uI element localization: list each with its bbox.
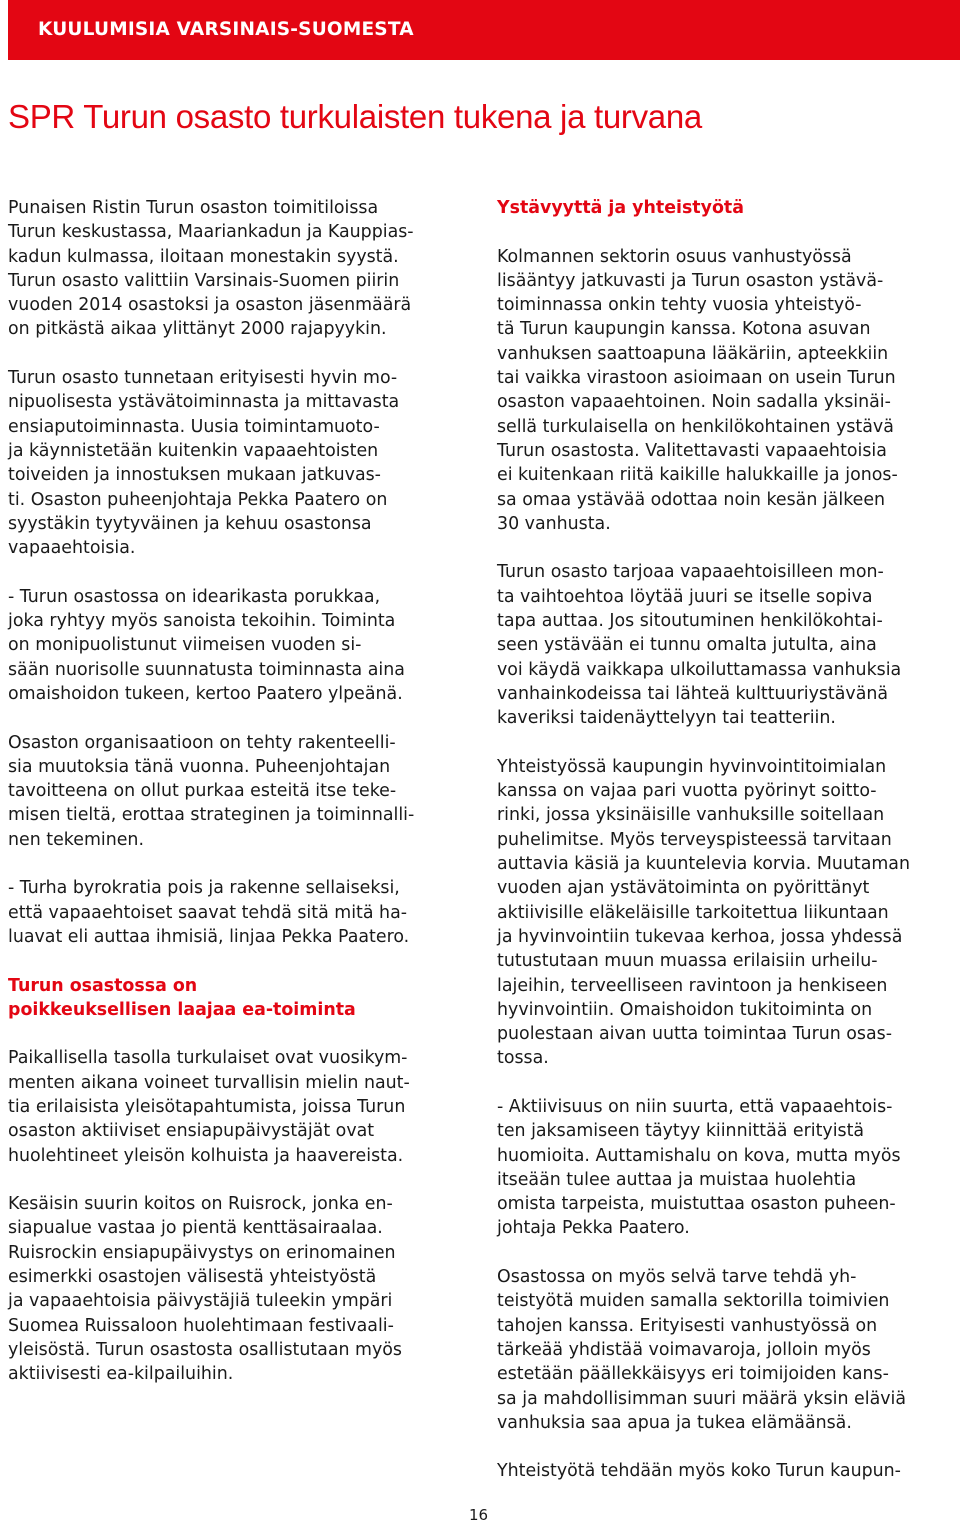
text-line: osaston vapaaehtoinen. Noin sadalla yksinäi- xyxy=(497,392,891,413)
text-line: syystäkin tyytyväinen ja kehuu osastonsa xyxy=(8,513,372,534)
paragraph-gap xyxy=(497,1241,959,1265)
article-title: SPR Turun osasto turkulaisten tukena ja turvana xyxy=(8,98,702,135)
text-line: joka ryhtyy myös sanoista tekoihin. Toiminta xyxy=(8,611,396,632)
text-line: Turun keskustassa, Maariankadun ja Kauppias- xyxy=(8,222,414,243)
text-line: että vapaaehtoiset saavat tehdä sitä mitä ha- xyxy=(8,902,407,923)
text-line: huomioita. Auttamishalu on kova, mutta myös xyxy=(497,1145,901,1166)
text-line: Turun osasto valittiin Varsinais-Suomen piirin xyxy=(8,270,400,291)
text-line: tahojen kanssa. Erityisesti vanhustyössä on xyxy=(497,1315,878,1336)
text-line: toiveiden ja innostuksen mukaan jatkuvas- xyxy=(8,465,381,486)
text-line: yleisöstä. Turun osastosta osallistutaan myös xyxy=(8,1339,402,1360)
section-banner xyxy=(8,0,960,60)
text-line: tia erilaisista yleisötapahtumista, joissa Turun xyxy=(8,1096,406,1117)
text-line: vapaaehtoisia. xyxy=(8,538,136,559)
text-line: nipuolisesta ystävätoiminnasta ja mittavasta xyxy=(8,392,400,413)
left-column xyxy=(8,196,476,1387)
text-line: on monipuolistunut viimeisen vuoden si- xyxy=(8,635,362,656)
text-line: tutustutaan muun muassa erilaisiin urheilu- xyxy=(497,951,878,972)
text-line: aktiivisille eläkeläisille tarkoitettua liikuntaan xyxy=(497,902,889,923)
text-line: ja hyvinvointiin tukevaa kerhoa, jossa yhdessä xyxy=(497,926,903,947)
text-line: Kesäisin suurin koitos on Ruisrock, jonka en- xyxy=(8,1194,393,1215)
paragraph-gap xyxy=(8,1168,476,1192)
text-line: Kolmannen sektorin osuus vanhustyössä xyxy=(497,246,852,267)
right-column xyxy=(497,196,959,1484)
text-line: puolestaan aivan uutta toimintaa Turun osas- xyxy=(497,1024,892,1045)
text-line: auttavia käsiä ja kuuntelevia korvia. Muutaman xyxy=(497,854,910,875)
text-line: vanhuksia saa apua ja tukea elämäänsä. xyxy=(497,1412,852,1433)
text-line: tä Turun kaupungin kanssa. Kotona asuvan xyxy=(497,319,871,340)
text-line: omaishoidon tukeen, kertoo Paatero ylpeänä. xyxy=(8,683,403,704)
text-line: Yhteistyössä kaupungin hyvinvointitoimialan xyxy=(497,756,887,777)
text-line: Yhteistyötä tehdään myös koko Turun kaupun- xyxy=(497,1461,901,1482)
text-line: toiminnassa onkin tehty vuosia yhteistyö- xyxy=(497,295,862,316)
text-line: rinki, jossa yksinäisille vanhuksille soitellaan xyxy=(497,805,885,826)
text-line: voi käydä vaikkapa ulkoiluttamassa vanhuksia xyxy=(497,659,902,680)
paragraph-gap xyxy=(8,1022,476,1046)
text-line: kadun kulmassa, iloitaan monestakin syystä. xyxy=(8,246,399,267)
text-line: puhelimitse. Myös terveyspisteessä tarvitaan xyxy=(497,829,892,850)
body-paragraph xyxy=(497,560,959,730)
section-banner-label: KUULUMISIA VARSINAIS-SUOMESTA xyxy=(38,19,414,40)
body-paragraph xyxy=(8,366,476,560)
paragraph-gap xyxy=(8,560,476,584)
text-line: kaveriksi taidenäyttelyyn tai teatteriin. xyxy=(497,708,836,729)
text-line: tossa. xyxy=(497,1048,549,1069)
body-paragraph xyxy=(497,245,959,537)
text-line: poikkeuksellisen laajaa ea-toiminta xyxy=(8,999,356,1020)
page-number: 16 xyxy=(469,1506,489,1524)
text-line: Turun osastosta. Valitettavasti vapaaehtoisia xyxy=(497,440,887,461)
body-paragraph xyxy=(8,196,476,342)
text-line: vanhuksen saattoapuna lääkäriin, apteekkiin xyxy=(497,343,889,364)
text-line: estetään päällekkäisyys eri toimijoiden kans- xyxy=(497,1364,889,1385)
body-paragraph xyxy=(8,585,476,706)
text-line: - Aktiivisuus on niin suurta, että vapaaehtois- xyxy=(497,1096,893,1117)
text-line: menten aikana voineet turvallisin mielin naut- xyxy=(8,1072,410,1093)
text-line: sään nuorisolle suunnatusta toiminnasta aina xyxy=(8,659,405,680)
text-line: esimerkki osastojen välisestä yhteistyöstä xyxy=(8,1267,377,1288)
text-line: Turun osasto tarjoaa vapaaehtoisilleen mon- xyxy=(497,562,884,583)
text-line: tapa auttaa. Jos sitoutuminen henkilökohtai- xyxy=(497,611,883,632)
text-line: ta vaihtoehtoa löytää juuri se itselle sopiva xyxy=(497,586,873,607)
text-line: itseään tulee auttaa ja muistaa huolehtia xyxy=(497,1169,857,1190)
text-line: johtaja Pekka Paatero. xyxy=(497,1218,690,1239)
text-line: - Turun osastossa on idearikasta porukkaa, xyxy=(8,586,381,607)
text-line: sa omaa ystävää odottaa noin kesän jälkeen xyxy=(497,489,886,510)
text-line: vanhainkodeissa tai lähteä kulttuuriystävänä xyxy=(497,683,889,704)
text-line: osaston aktiiviset ensiapupäivystäjät ovat xyxy=(8,1121,375,1142)
body-paragraph xyxy=(8,1046,476,1167)
text-line: Punaisen Ristin Turun osaston toimitiloissa xyxy=(8,198,379,218)
text-line: Turun osasto tunnetaan erityisesti hyvin mo- xyxy=(8,368,398,389)
text-line: vuoden 2014 osastoksi ja osaston jäsenmäärä xyxy=(8,295,412,316)
text-line: luavat eli auttaa ihmisiä, linjaa Pekka Paatero. xyxy=(8,926,410,947)
paragraph-gap xyxy=(497,220,959,244)
text-line: siapualue vastaa jo pientä kenttäsairaalaa. xyxy=(8,1218,383,1239)
text-line: seen ystävään ei tunnu omalta jutulta, aina xyxy=(497,635,877,656)
paragraph-gap xyxy=(497,731,959,755)
text-line: lajeihin, terveelliseen ravintoon ja henkiseen xyxy=(497,975,888,996)
body-paragraph xyxy=(8,731,476,852)
body-paragraph xyxy=(497,1265,959,1435)
text-line: aktiivisesti ea-kilpailuihin. xyxy=(8,1364,234,1385)
text-line: - Turha byrokratia pois ja rakenne sellaiseksi, xyxy=(8,878,400,899)
text-line: Osaston organisaatioon on tehty rakenteelli- xyxy=(8,732,396,753)
text-line: vuoden ajan ystävätoiminta on pyörittänyt xyxy=(497,878,870,899)
text-line: teistyötä muiden samalla sektorilla toimivien xyxy=(497,1291,890,1312)
paragraph-gap xyxy=(497,1071,959,1095)
text-line: tavoitteena on ollut purkaa esteitä itse teke- xyxy=(8,781,397,802)
text-line: on pitkästä aikaa ylittänyt 2000 rajapyykin. xyxy=(8,319,387,340)
paragraph-gap xyxy=(497,1435,959,1459)
text-line: tai vaikka virastoon asioimaan on usein Turun xyxy=(497,368,896,389)
paragraph-gap xyxy=(497,536,959,560)
section-subheading: Ystävyyttä ja yhteistyötä xyxy=(497,198,744,218)
text-line: tärkeää yhdistää voimavaroja, jolloin myös xyxy=(497,1339,871,1360)
body-paragraph xyxy=(8,1192,476,1386)
text-line: ti. Osaston puheenjohtaja Pekka Paatero on xyxy=(8,489,388,510)
text-line: ja vapaaehtoisia päivystäjiä tuleekin ympäri xyxy=(8,1291,393,1312)
text-line: misen tieltä, erottaa strateginen ja toiminnalli- xyxy=(8,805,415,826)
body-paragraph xyxy=(497,1095,959,1241)
text-line: sellä turkulaisella on henkilökohtainen ystävä xyxy=(497,416,894,437)
text-line: Paikallisella tasolla turkulaiset ovat vuosikym- xyxy=(8,1048,408,1069)
text-line: omista tarpeista, muistuttaa osaston puheen- xyxy=(497,1194,896,1215)
text-line: hyvinvointiin. Omaishoidon tukitoiminta on xyxy=(497,999,873,1020)
text-line: sia muutoksia tänä vuonna. Puheenjohtajan xyxy=(8,756,391,777)
paragraph-gap xyxy=(8,949,476,973)
text-line: huolehtineet yleisön kolhuista ja haavereista. xyxy=(8,1145,404,1166)
text-line: nen tekeminen. xyxy=(8,829,144,850)
paragraph-gap xyxy=(8,852,476,876)
text-line: Turun osastossa on xyxy=(8,975,198,996)
text-line: ensiaputoiminnasta. Uusia toimintamuoto- xyxy=(8,416,380,437)
paragraph-gap xyxy=(8,706,476,730)
text-line: lisääntyy jatkuvasti ja Turun osaston ystävä- xyxy=(497,270,884,291)
text-line: ei kuitenkaan riitä kaikille halukkaille ja jonos- xyxy=(497,465,898,486)
text-line: 30 vanhusta. xyxy=(497,513,611,534)
text-line: Osastossa on myös selvä tarve tehdä yh- xyxy=(497,1267,857,1288)
text-line: ten jaksamiseen täytyy kiinnittää erityistä xyxy=(497,1121,865,1142)
body-paragraph xyxy=(8,876,476,949)
paragraph-gap xyxy=(8,342,476,366)
text-line: ja käynnistetään kuitenkin vapaaehtoisten xyxy=(8,440,379,461)
section-subheading xyxy=(8,974,476,1023)
text-line: Suomea Ruissaloon huolehtimaan festivaali- xyxy=(8,1315,394,1336)
text-line: kanssa on vajaa pari vuotta pyörinyt soitto- xyxy=(497,781,877,802)
body-paragraph xyxy=(497,1459,959,1483)
text-line: sa ja mahdollisimman suuri määrä yksin eläviä xyxy=(497,1388,907,1409)
body-paragraph xyxy=(497,755,959,1071)
text-line: Ruisrockin ensiapupäivystys on erinomainen xyxy=(8,1242,396,1263)
